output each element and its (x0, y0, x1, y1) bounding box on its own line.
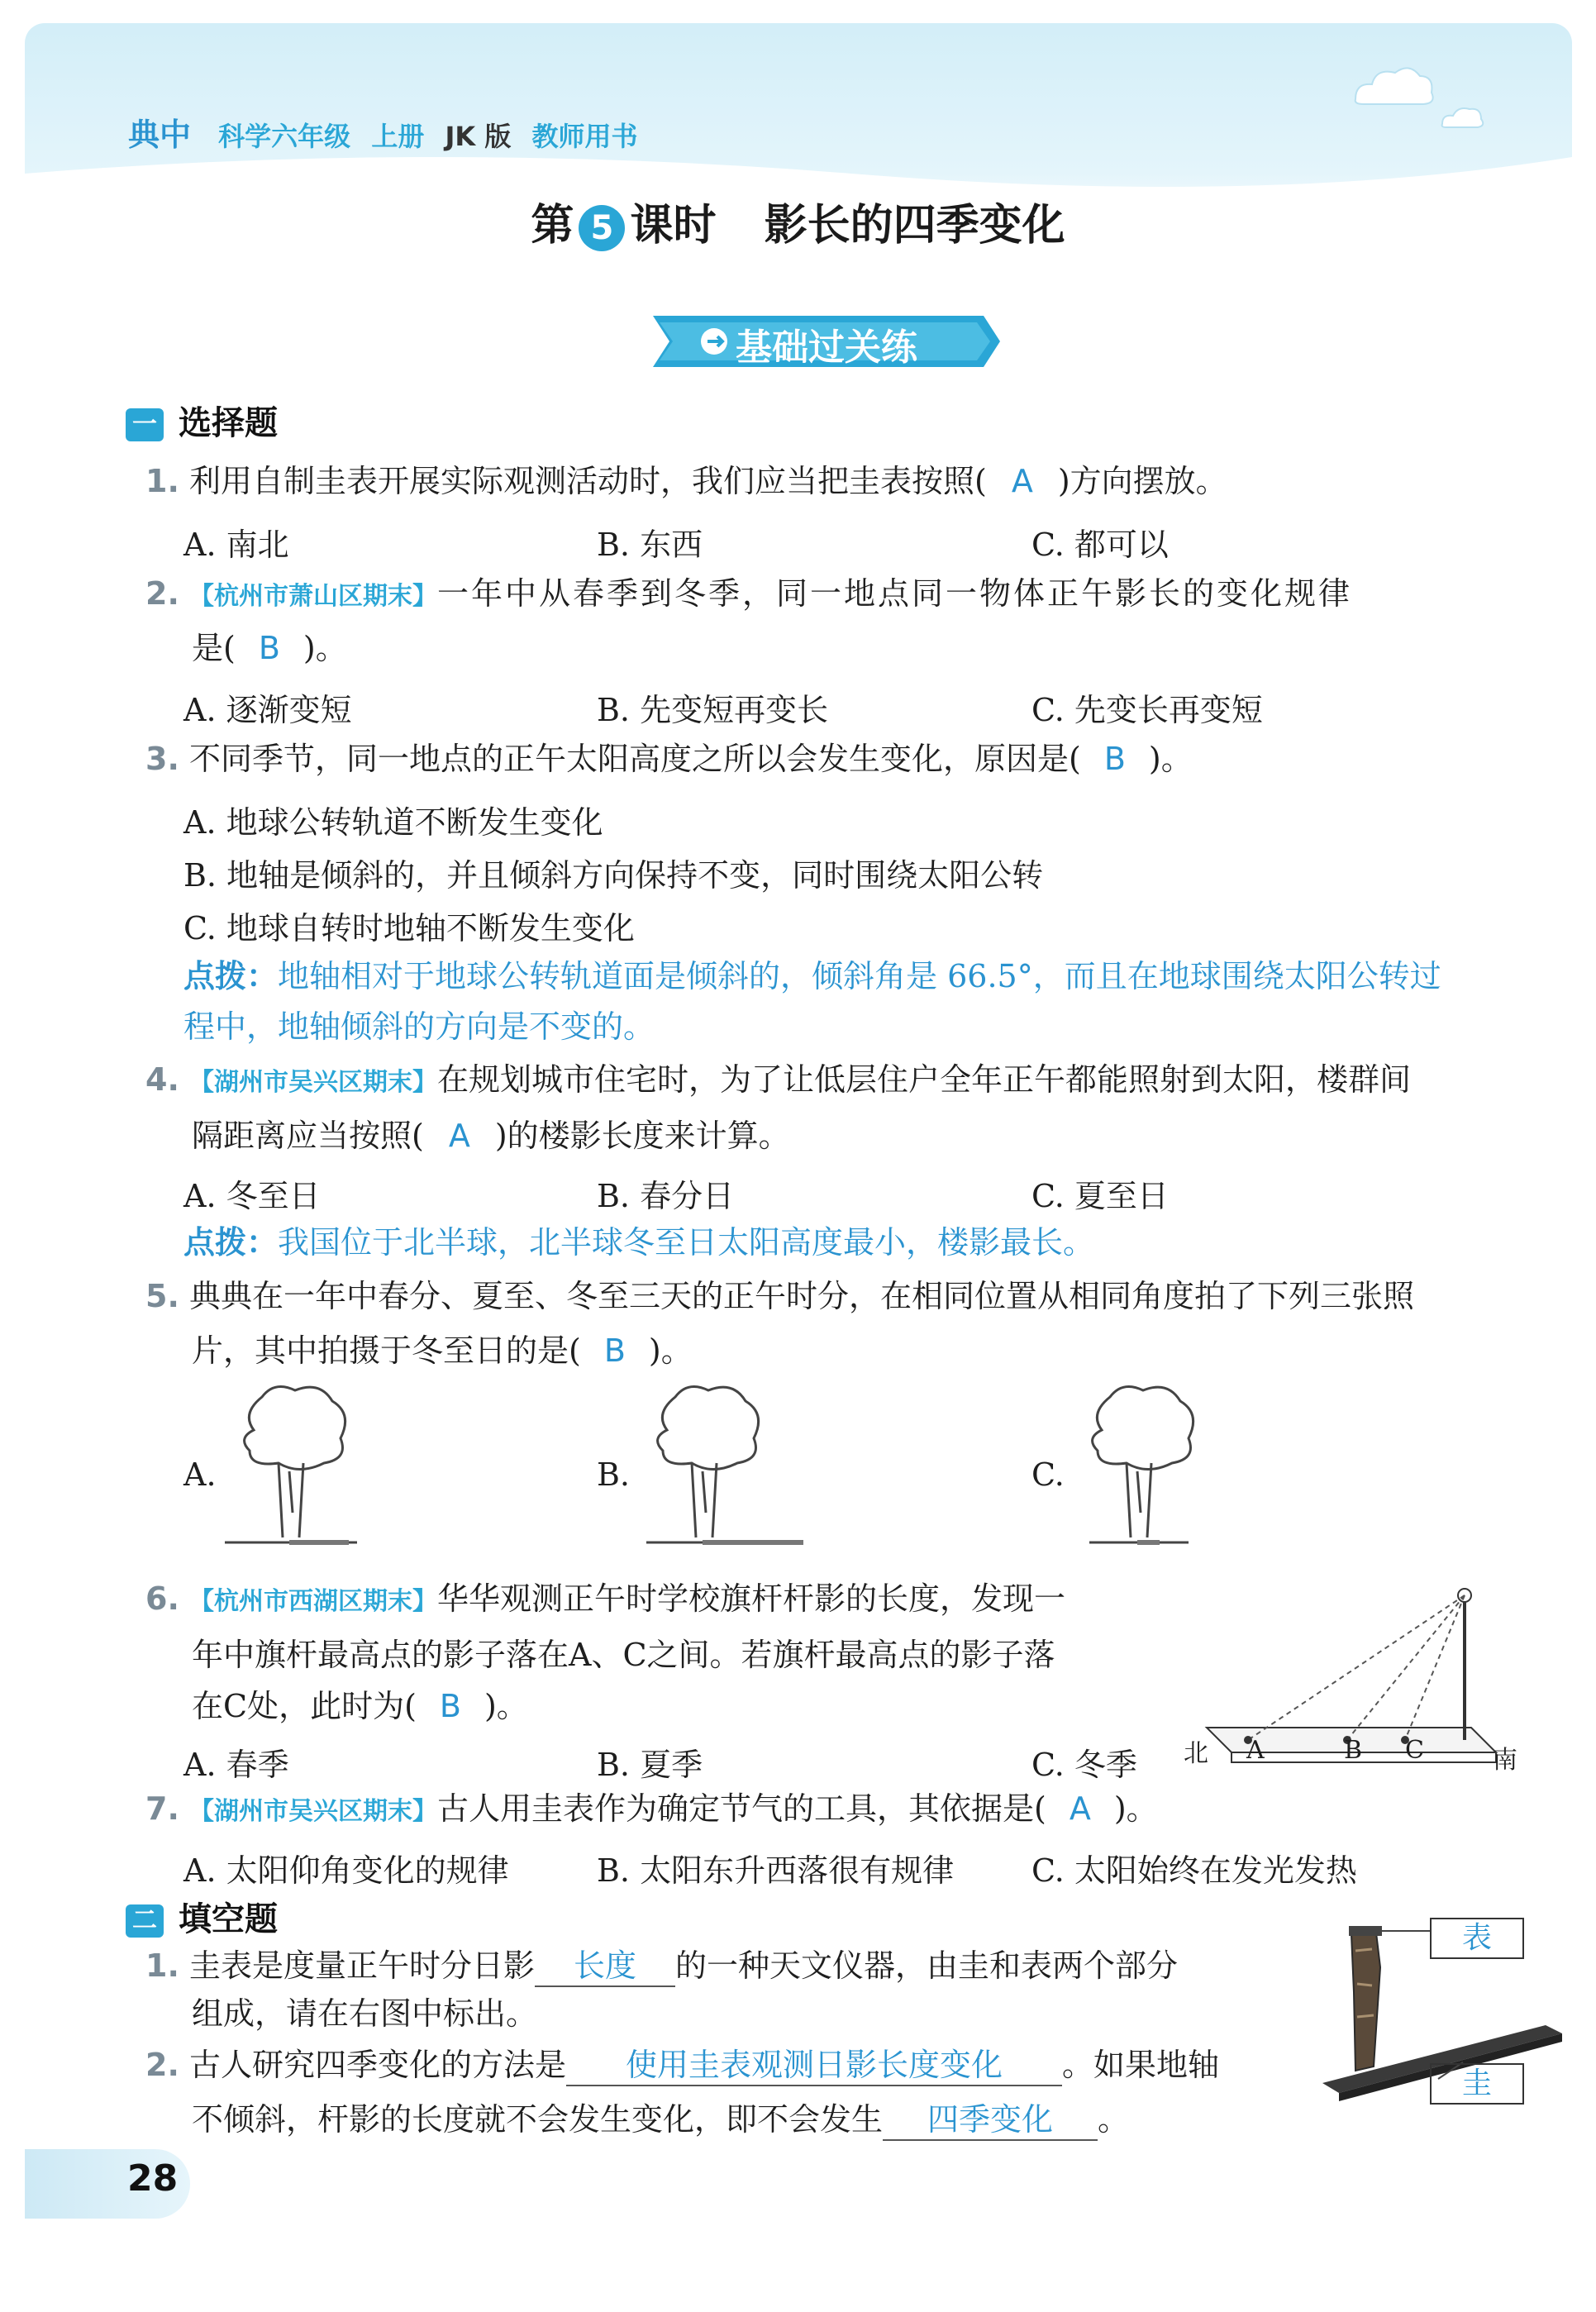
badge-label: 基础过关练 (736, 327, 917, 369)
header-book: 科学六年级 (218, 121, 351, 152)
section-choice (126, 397, 278, 444)
q3-text: 不同季节，同一地点的正午太阳高度之所以会发生变化，原因是( (188, 741, 1081, 777)
q6-number: 6. (145, 1580, 179, 1617)
q5-text-b: 片，其中拍摄于冬至日的是( (192, 1332, 581, 1369)
q5-answer: B (603, 1332, 626, 1369)
q4-option-b: B. 春分日 (597, 1178, 735, 1214)
f1-number: 1. (145, 1947, 179, 1984)
header-edition: JK 版 (445, 121, 512, 152)
header-usage: 教师用书 (531, 121, 638, 152)
q4-tip-label: 点拨： (183, 1223, 279, 1261)
q2-option-a: A. 逐渐变短 (183, 692, 352, 728)
f2-blank2-answer: 四季变化 (883, 2101, 1098, 2141)
page-number: 28 (127, 2157, 179, 2200)
tree-photo-a (217, 1380, 357, 1562)
q5-text: 典典在一年中春分、夏至、冬至三天的正午时分，在相同位置从相同角度拍了下列三张照 (188, 1278, 1414, 1314)
q6-text-c: 在C处，此时为( (192, 1688, 417, 1724)
q6-fig-a: A (1246, 1736, 1265, 1765)
q6-fig-c: C (1405, 1736, 1424, 1765)
section-fill (126, 1893, 278, 1940)
q4-stem (145, 1061, 1411, 1099)
q1-text-end: )方向摆放。 (1057, 463, 1227, 499)
f2-text-c: 不倾斜，杆影的长度就不会发生变化，即不会发生 (192, 2101, 884, 2138)
q6-answer: B (439, 1688, 461, 1724)
q6-stem-cont1: 年中旗杆最高点的影子落在A、C之间。若旗杆最高点的影子落 (192, 1637, 1055, 1673)
q4-text-c: )的楼影长度来计算。 (494, 1118, 790, 1154)
q2-text: 一年中从春季到冬季，同一地点同一物体正午影长的变化规律 (436, 575, 1352, 612)
q2-stem-cont (192, 630, 347, 668)
q5-option-a-label: A. (183, 1456, 217, 1493)
section2-label: 填空题 (179, 1900, 278, 1938)
q4-tip (183, 1223, 1094, 1262)
q6-tag: 【杭州市西湖区期末】 (188, 1587, 437, 1616)
q7-option-c: C. 太阳始终在发光发热 (1031, 1852, 1357, 1889)
q6-stem (145, 1580, 1065, 1618)
q1-option-b: B. 东西 (597, 527, 703, 563)
q5-option-c-label: C. (1031, 1456, 1065, 1493)
q5-text-c: )。 (648, 1332, 693, 1369)
q6-option-b: B. 夏季 (597, 1747, 703, 1783)
f1-stem-cont: 组成，请在右图中标出。 (192, 1995, 538, 2032)
tree-photo-c (1065, 1380, 1205, 1562)
q4-text: 在规划城市住宅时，为了让低层住户全年正午都能照射到太阳，楼群间 (436, 1061, 1411, 1098)
q3-number: 3. (145, 741, 179, 777)
f2-blank1-answer: 使用圭表观测日影长度变化 (566, 2047, 1062, 2086)
q3-tip-line1 (183, 957, 1441, 996)
q7-answer: A (1069, 1790, 1091, 1827)
cloud-icon (1347, 58, 1438, 116)
f2-number: 2. (145, 2047, 179, 2083)
q4-stem-cont (192, 1118, 790, 1156)
q5-option-b-label: B. (597, 1456, 631, 1493)
q4-answer: A (448, 1118, 470, 1154)
q6-text-d: )。 (484, 1688, 528, 1724)
q1-option-c: C. 都可以 (1031, 527, 1169, 563)
q2-answer: B (258, 630, 280, 666)
q6-fig-south: 南 (1493, 1746, 1517, 1775)
f1-text-b: 的一种天文仪器，由圭和表两个部分 (675, 1947, 1179, 1984)
lesson-number-circle: 5 (579, 205, 625, 251)
f1-blank-answer: 长度 (535, 1947, 675, 1987)
q3-option-a: A. 地球公转轨道不断发生变化 (183, 804, 603, 841)
q1-answer: A (1011, 463, 1033, 499)
f2-text: 古人研究四季变化的方法是 (188, 2047, 566, 2083)
q3-tip-line2: 程中，地轴倾斜的方向是不变的。 (183, 1008, 655, 1045)
q1-number: 1. (145, 463, 179, 499)
q2-tag: 【杭州市萧山区期末】 (188, 582, 437, 611)
q7-text-end: )。 (1113, 1790, 1158, 1827)
title-prefix: 第 (531, 201, 574, 250)
lesson-title (0, 190, 1596, 252)
q3-option-c: C. 地球自转时地轴不断发生变化 (183, 910, 635, 946)
header-text (128, 109, 649, 155)
q4-text-b: 隔距离应当按照( (192, 1118, 424, 1154)
q7-stem (145, 1790, 1158, 1828)
section2-index: 二 (126, 1904, 164, 1938)
header-logo: 典中 (128, 117, 192, 153)
q3-text-end: )。 (1148, 741, 1193, 777)
header-volume: 上册 (371, 121, 425, 152)
q2-text-c: )。 (303, 630, 347, 666)
f2-text-d: 。 (1098, 2101, 1130, 2138)
q3-option-b: B. 地轴是倾斜的，并且倾斜方向保持不变，同时围绕太阳公转 (183, 857, 1044, 894)
q1-option-a: A. 南北 (183, 527, 289, 563)
cloud-small-icon (1438, 99, 1488, 132)
q5-stem (145, 1278, 1414, 1316)
f1-text: 圭表是度量正午时分日影 (188, 1947, 535, 1984)
q7-tag: 【湖州市吴兴区期末】 (188, 1797, 437, 1826)
q1-stem (145, 463, 1227, 501)
q7-number: 7. (145, 1790, 179, 1827)
q6-text: 华华观测正午时学校旗杆杆影的长度，发现一 (436, 1580, 1065, 1617)
q2-option-b: B. 先变短再变长 (597, 692, 829, 728)
f1-stem (145, 1947, 1178, 1987)
label-box-gui: 圭 (1430, 2063, 1524, 2105)
q4-tag: 【湖州市吴兴区期末】 (188, 1068, 437, 1097)
q1-text: 利用自制圭表开展实际观测活动时，我们应当把圭表按照( (188, 463, 987, 499)
q4-option-c: C. 夏至日 (1031, 1178, 1169, 1214)
q3-stem (145, 741, 1193, 779)
q3-tip-label: 点拨： (183, 957, 279, 994)
q6-option-c: C. 冬季 (1031, 1747, 1137, 1783)
q6-stem-cont2 (192, 1688, 528, 1726)
tree-photo-b (630, 1380, 812, 1562)
f2-stem-cont (192, 2101, 1129, 2141)
q3-tip-text1: 地轴相对于地球公转轨道面是倾斜的，倾斜角是 66.5°，而且在地球围绕太阳公转过 (278, 958, 1441, 994)
q7-option-a: A. 太阳仰角变化的规律 (183, 1852, 509, 1889)
q2-number: 2. (145, 575, 179, 612)
q3-answer: B (1103, 741, 1126, 777)
f2-text-b: 。如果地轴 (1062, 2047, 1220, 2083)
title-suffix: 课时 (630, 201, 717, 250)
f2-stem (145, 2047, 1219, 2086)
q7-option-b: B. 太阳东升西落很有规律 (597, 1852, 955, 1889)
label-box-biao: 表 (1430, 1918, 1524, 1959)
q7-text: 古人用圭表作为确定节气的工具，其依据是( (436, 1790, 1046, 1827)
q4-option-a: A. 冬至日 (183, 1178, 321, 1214)
section-label: 选择题 (179, 404, 278, 442)
section-index: 一 (126, 408, 164, 441)
q2-stem (145, 575, 1352, 613)
q4-number: 4. (145, 1061, 179, 1098)
q6-option-a: A. 春季 (183, 1747, 289, 1783)
q5-number: 5. (145, 1278, 179, 1314)
q6-fig-north: 北 (1184, 1739, 1208, 1768)
q2-option-c: C. 先变长再变短 (1031, 692, 1263, 728)
q5-stem-cont (192, 1332, 693, 1371)
q2-text-b: 是( (192, 630, 236, 666)
q6-fig-b: B (1344, 1736, 1363, 1765)
q4-tip-text: 我国位于北半球，北半球冬至日太阳高度最小，楼影最长。 (278, 1224, 1095, 1261)
title-name: 影长的四季变化 (764, 201, 1065, 250)
